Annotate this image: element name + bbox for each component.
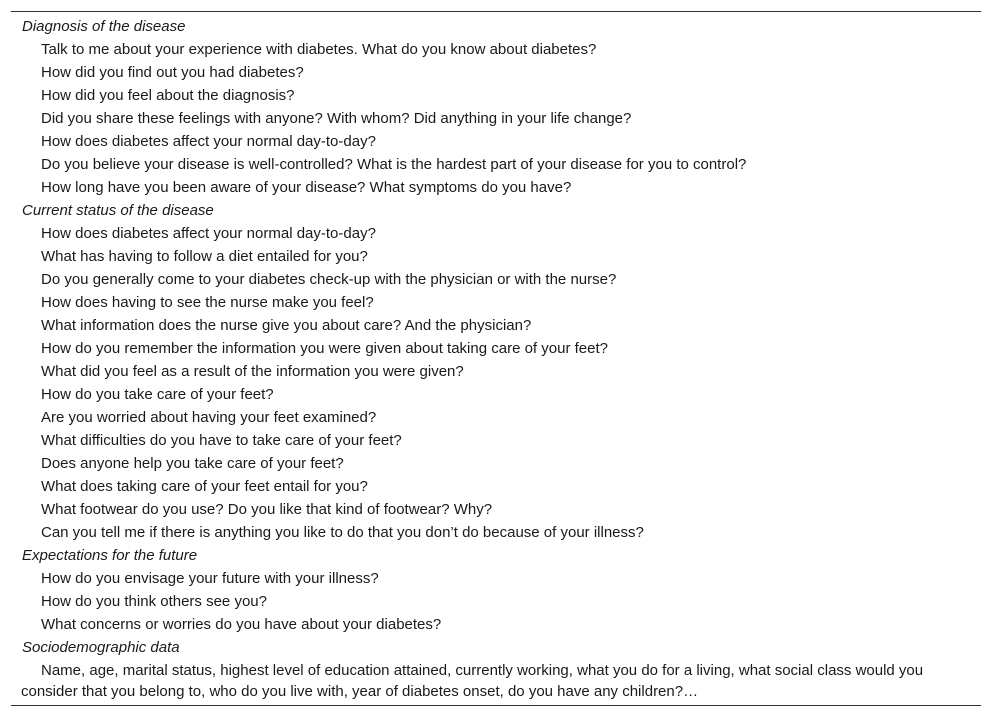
question-row: How does diabetes affect your normal day-to-day? xyxy=(41,225,376,242)
section-title-expectations: Expectations for the future xyxy=(22,547,198,564)
section-title-current-status: Current status of the disease xyxy=(22,202,214,219)
question-row: What did you feel as a result of the information you were given? xyxy=(41,363,464,380)
question-row: What information does the nurse give you about care? And the physician? xyxy=(41,317,532,334)
question-row: How does having to see the nurse make you feel? xyxy=(41,294,374,311)
question-row: Did you share these feelings with anyone? With whom? Did anything in your life change? xyxy=(41,110,632,127)
question-row: Talk to me about your experience with diabetes. What do you know about diabetes? xyxy=(41,41,597,58)
question-row: How does diabetes affect your normal day-to-day? xyxy=(41,133,376,150)
question-row: What footwear do you use? Do you like that kind of footwear? Why? xyxy=(41,501,493,518)
question-row: Does anyone help you take care of your feet? xyxy=(41,455,344,472)
section-title-diagnosis: Diagnosis of the disease xyxy=(22,18,186,35)
question-row: Do you generally come to your diabetes check-up with the physician or with the nurse? xyxy=(41,271,617,288)
question-row: Are you worried about having your feet examined? xyxy=(41,409,377,426)
question-row: Can you tell me if there is anything you like to do that you don’t do because of your illness? xyxy=(41,524,644,541)
question-row: How do you think others see you? xyxy=(41,593,267,610)
question-row: What has having to follow a diet entailed for you? xyxy=(41,248,368,265)
question-row: Name, age, marital status, highest level of education attained, currently working, what you do for a living, what social class would you consider that you belong to, who do you live with, year of diabetes onset, do you have any children?… xyxy=(21,662,924,700)
question-row: What does taking care of your feet entail for you? xyxy=(41,478,368,495)
section-title-sociodemographic: Sociodemographic data xyxy=(22,639,180,656)
question-row: How long have you been aware of your disease? What symptoms do you have? xyxy=(41,179,572,196)
question-row: How did you feel about the diagnosis? xyxy=(41,87,295,104)
question-row: How do you take care of your feet? xyxy=(41,386,274,403)
question-row: How did you find out you had diabetes? xyxy=(41,64,304,81)
question-row: Do you believe your disease is well-controlled? What is the hardest part of your disease for you to control? xyxy=(41,156,747,173)
interview-guide-table xyxy=(11,11,981,706)
question-row: How do you envisage your future with your illness? xyxy=(41,570,379,587)
question-row: What concerns or worries do you have about your diabetes? xyxy=(41,616,442,633)
question-row: How do you remember the information you were given about taking care of your feet? xyxy=(41,340,608,357)
question-row: What difficulties do you have to take care of your feet? xyxy=(41,432,402,449)
